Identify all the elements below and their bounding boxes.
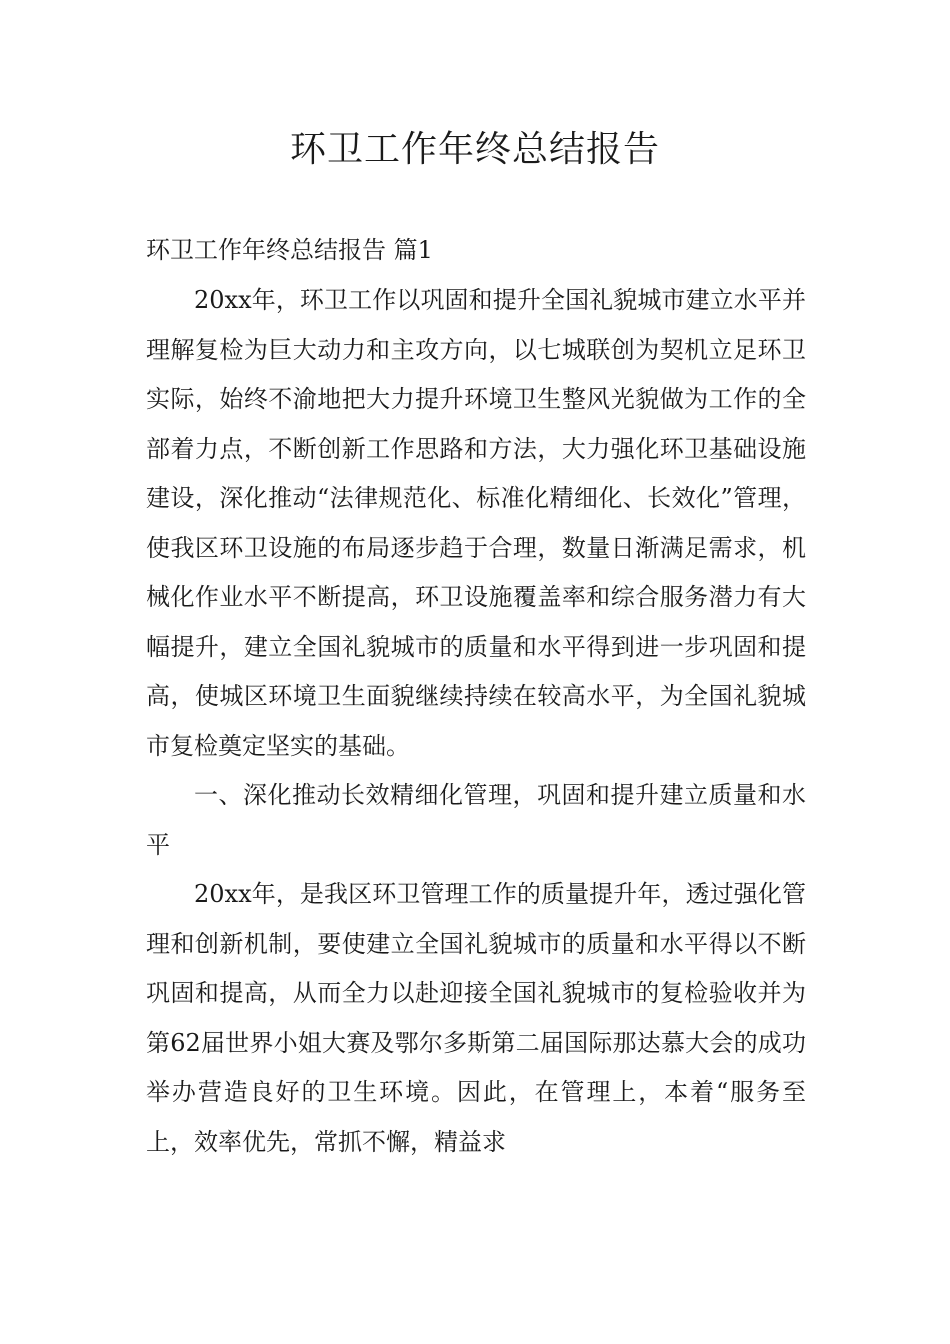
body-paragraph: 20xx年，环卫工作以巩固和提升全国礼貌城市建立水平并理解复检为巨大动力和主攻方向，以七城联创为契机立足环卫实际，始终不渝地把大力提升环境卫生整风光貌做为工作的全部着力点，不断创新工作思路和方法，大力强化环卫基础设施建设，深化推动“法律规范化、标准化精细化、长效化”管理，使我区环卫设施的布局逐步趋于合理，数量日渐满足需求，机械化作业水平不断提高，环卫设施覆盖率和综合服务潜力有大幅提升，建立全国礼貌城市的质量和水平得到进一步巩固和提高，使城区环境卫生面貌继续持续在较高水平，为全国礼貌城市复检奠定坚实的基础。	[146, 286, 806, 760]
document-body	[146, 224, 806, 1167]
section-subtitle: 环卫工作年终总结报告 篇1	[146, 236, 433, 264]
section-heading: 一、深化推动长效精细化管理，巩固和提升建立质量和水平	[146, 781, 806, 859]
document-title: 环卫工作年终总结报告	[289, 129, 660, 170]
body-paragraph: 20xx年，是我区环卫管理工作的质量提升年，透过强化管理和创新机制，要使建立全国礼貌城市的质量和水平得以不断巩固和提高，从而全力以赴迎接全国礼貌城市的复检验收并为第62届世界小姐大赛及鄂尔多斯第二届国际那达慕大会的成功举办营造良好的卫生环境。因此，在管理上，本着“服务至上，效率优先，常抓不懈，精益求	[146, 880, 806, 1156]
